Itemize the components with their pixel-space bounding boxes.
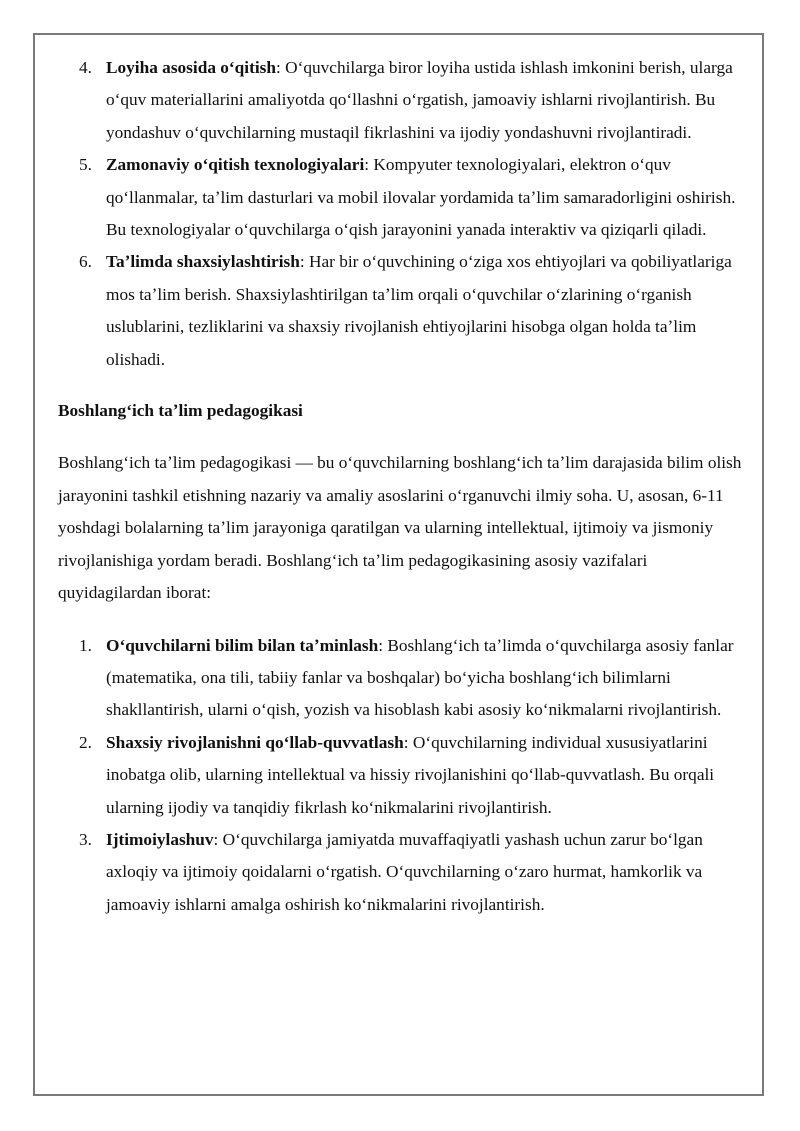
list-item-title: Zamonaviy oʻqitish texnologiyalari <box>106 155 365 175</box>
list-item <box>58 52 748 149</box>
list-item <box>58 824 748 921</box>
section-paragraph: Boshlangʻich taʼlim pedagogikasi — bu oʻquvchilarning boshlangʻich taʼlim darajasida bilim olish jarayonini tashkil etishning nazariy va amaliy asoslarini oʻrganuvchi ilmiy soha. U, asosan, 6-11 yoshdagi bolalarning taʼlim jarayoniga qaratilgan va ularning intellektual, ijtimoiy va jismoniy rivojlanishiga yordam beradi. Boshlangʻich taʼlim pedagogikasining asosiy vazifalari quyidagilardan iborat: <box>58 453 742 603</box>
list-item-number: 2. <box>79 732 92 752</box>
list-item-title: Taʼlimda shaxsiylashtirish <box>106 252 300 272</box>
document-body <box>58 52 748 921</box>
list-item-title: Shaxsiy rivojlanishni qoʻllab-quvvatlash <box>106 732 404 752</box>
list-item-text: : Boshlangʻich taʼlimda oʻquvchilarga asosiy fanlar (matematika, ona tili, tabiiy fanlar va boshqalar) boʻyicha boshlangʻich bilimlarni shakllantirish, ularni oʻqish, yozish va hisoblash kabi asosiy koʻnikmalarni rivojlantirish. <box>106 635 734 720</box>
section-heading: Boshlangʻich taʼlim pedagogikasi <box>58 401 303 421</box>
list-item-number: 3. <box>79 829 92 849</box>
list-item-title: Ijtimoiylashuv <box>106 829 214 849</box>
numbered-list-new <box>58 630 748 922</box>
list-item-number: 5. <box>79 155 92 175</box>
list-item-title: Loyiha asosida oʻqitish <box>106 58 276 77</box>
list-item-number: 4. <box>79 58 92 77</box>
list-item <box>58 246 748 376</box>
list-item <box>58 149 748 246</box>
list-item <box>58 630 748 727</box>
list-item <box>58 727 748 824</box>
list-item-number: 6. <box>79 252 92 272</box>
list-item-text: : Har bir oʻquvchining oʻziga xos ehtiyojlari va qobiliyatlariga mos taʼlim berish. Shaxsiylashtirilgan taʼlim orqali oʻquvchilar oʻzlarining oʻrganish uslublarini, tezliklarini va shaxsiy rivojlanish ehtiyojlarini hisobga olgan holda taʼlim olishadi. <box>106 252 732 369</box>
list-item-text: : Oʻquvchilarga jamiyatda muvaffaqiyatli yashash uchun zarur boʻlgan axloqiy va ijtimoiy qoidalarni oʻrgatish. Oʻquvchilarning oʻzaro hurmat, hamkorlik va jamoaviy ishlarni amalga oshirish koʻnikmalarini rivojlantirish. <box>106 829 703 914</box>
numbered-list-continued <box>58 52 748 376</box>
list-item-text: : Oʻquvchilarga biror loyiha ustida ishlash imkonini berish, ularga oʻquv materiallarini amaliyotda qoʻllashni oʻrgatish, jamoaviy ishlarni rivojlantirish. Bu yondashuv oʻquvchilarning mustaqil fikrlashini va ijodiy yondashuvni rivojlantiradi. <box>106 58 733 142</box>
list-item-text: : Kompyuter texnologiyalari, elektron oʻquv qoʻllanmalar, taʼlim dasturlari va mobil ilovalar yordamida taʼlim samaradorligini oshirish. Bu texnologiyalar oʻquvchilarga oʻqish jarayonini yanada interaktiv va qiziqarli qiladi. <box>106 155 736 240</box>
list-item-text: : Oʻquvchilarning individual xususiyatlarini inobatga olib, ularning intellektual va hissiy rivojlanishini qoʻllab-quvvatlash. Bu orqali ularning ijodiy va tanqidiy fikrlash koʻnikmalarini rivojlantirish. <box>106 732 715 817</box>
list-item-number: 1. <box>79 635 92 655</box>
list-item-title: Oʻquvchilarni bilim bilan taʼminlash <box>106 635 379 655</box>
